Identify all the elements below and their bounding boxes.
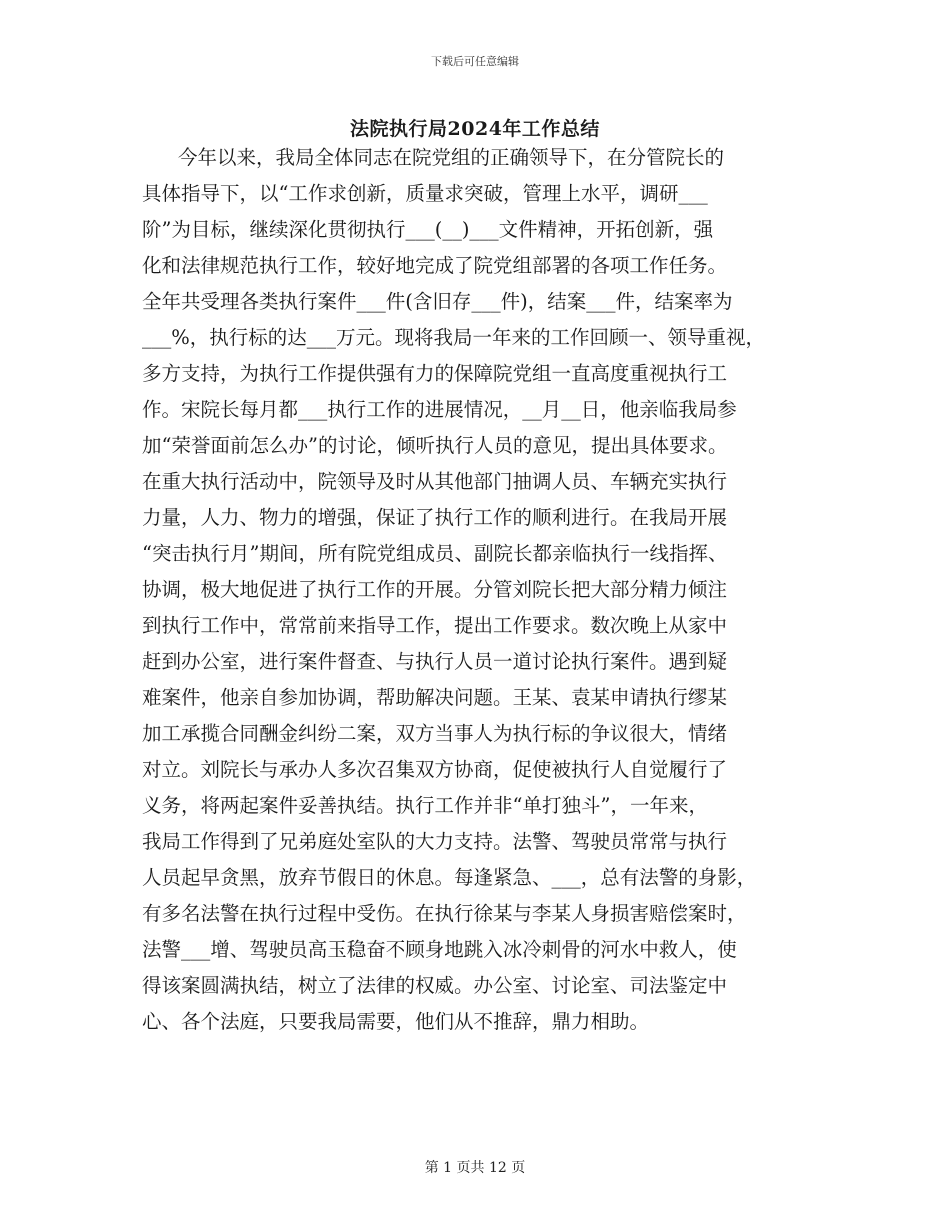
- body-line: ___%，执行标的达___万元。现将我局一年来的工作回顾一、领导重视，: [142, 326, 766, 349]
- body-line: 到执行工作中，常常前来指导工作，提出工作要求。数次晚上从家中: [142, 614, 728, 637]
- document-title: 法院执行局2024年工作总结: [350, 118, 600, 140]
- body-line: 义务，将两起案件妥善执结。执行工作并非“单打独斗”，一年来，: [142, 794, 708, 817]
- page-footer: 第 1 页共 12 页: [424, 1160, 526, 1176]
- body-line: 得该案圆满执结，树立了法律的权威。办公室、讨论室、司法鉴定中: [142, 974, 728, 997]
- body-line: 有多名法警在执行过程中受伤。在执行徐某与李某人身损害赔偿案时，: [142, 902, 747, 925]
- body-line: 我局工作得到了兄弟庭处室队的大力支持。法警、驾驶员常常与执行: [142, 830, 728, 853]
- body-line: 具体指导下，以“工作求创新，质量求突破，管理上水平，调研___: [142, 182, 708, 205]
- body-line: 在重大执行活动中，院领导及时从其他部门抽调人员、车辆充实执行: [142, 470, 728, 493]
- body-line: 心、各个法庭，只要我局需要，他们从不推辞，鼎力相助。: [142, 1010, 650, 1033]
- body-line: 难案件，他亲自参加协调，帮助解决问题。王某、袁某申请执行缪某: [142, 686, 728, 709]
- body-line: 今年以来，我局全体同志在院党组的正确领导下，在分管院长的: [178, 146, 725, 169]
- body-line: 阶”为目标，继续深化贯彻执行___(__)___文件精神，开拓创新，强: [142, 218, 714, 241]
- body-line: 多方支持，为执行工作提供强有力的保障院党组一直高度重视执行工: [142, 362, 728, 385]
- body-line: 作。宋院长每月都___执行工作的进展情况，__月__日，他亲临我局参: [142, 398, 737, 421]
- body-line: 力量，人力、物力的增强，保证了执行工作的顺利进行。在我局开展: [142, 506, 728, 529]
- body-line: 赶到办公室，进行案件督查、与执行人员一道讨论执行案件。遇到疑: [142, 650, 728, 673]
- body-line: 全年共受理各类执行案件___件(含旧存___件)，结案___件，结案率为: [142, 290, 733, 313]
- body-line: “突击执行月”期间，所有院党组成员、副院长都亲临执行一线指挥、: [142, 542, 728, 565]
- body-line: 加工承揽合同酬金纠纷二案，双方当事人为执行标的争议很大，情绪: [142, 722, 728, 745]
- page-header-note: 下载后可任意编辑: [431, 55, 519, 68]
- body-line: 协调，极大地促进了执行工作的开展。分管刘院长把大部分精力倾注: [142, 578, 728, 601]
- body-line: 化和法律规范执行工作，较好地完成了院党组部署的各项工作任务。: [142, 254, 728, 277]
- body-line: 法警___增、驾驶员高玉稳奋不顾身地跳入冰冷刺骨的河水中救人，使: [142, 938, 737, 961]
- body-line: 对立。刘院长与承办人多次召集双方协商，促使被执行人自觉履行了: [142, 758, 728, 781]
- body-line: 加“荣誉面前怎么办”的讨论，倾听执行人员的意见，提出具体要求。: [142, 434, 728, 457]
- body-line: 人员起早贪黑，放弃节假日的休息。每逢紧急、___，总有法警的身影，: [142, 866, 757, 889]
